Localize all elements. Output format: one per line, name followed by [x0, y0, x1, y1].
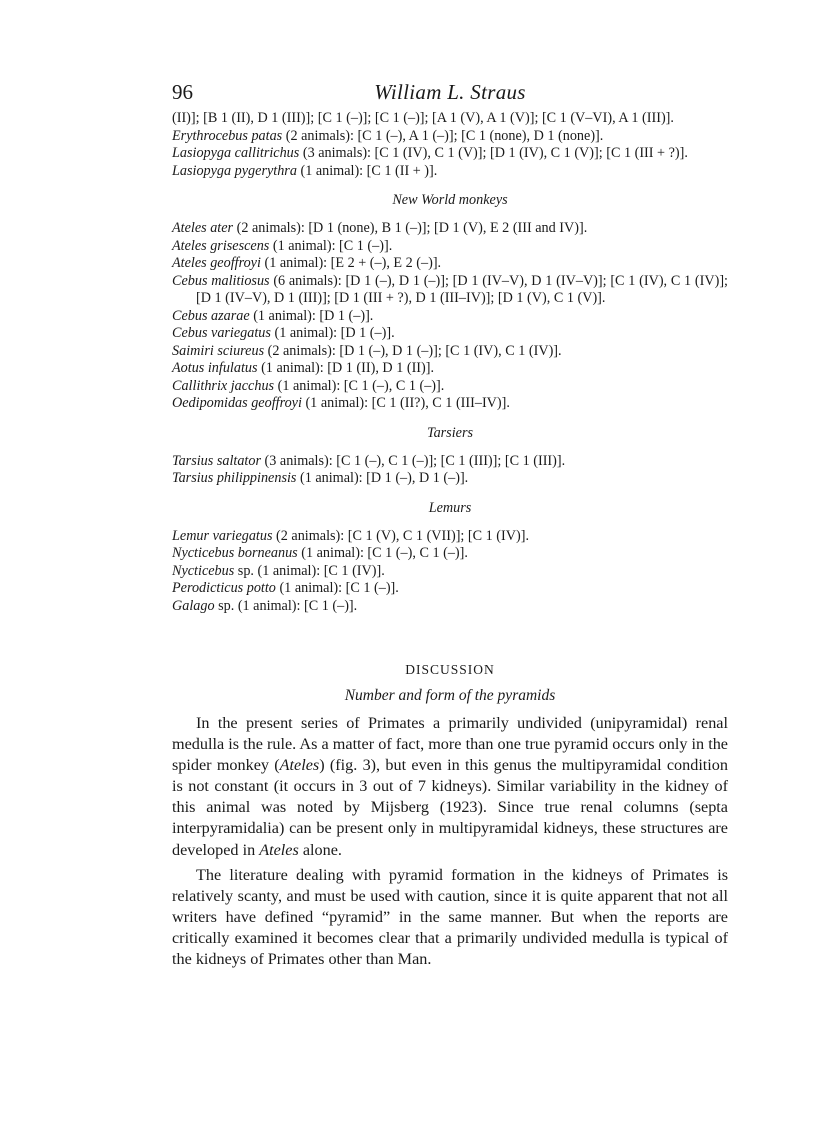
taxon-sections — [172, 192, 728, 615]
old-world-entries — [172, 128, 728, 181]
species-entry — [172, 255, 728, 273]
species-findings: sp. (1 animal): [C 1 (–)]. — [214, 597, 358, 614]
text-run: In the present series of Primates a primarily undivided (unipyramidal) renal medulla is the rule. As a matter of fact, more than one true pyramid occurs only in the spider monkey ( — [172, 714, 728, 775]
continuation-text: (II)]; [B 1 (II), D 1 (III)]; [C 1 (–)]; [C 1 (–)]; [A 1 (V), A 1 (V)]; [C 1 (V–VI), A 1 (III)]. — [172, 110, 674, 126]
species-name: Nycticebus — [172, 562, 235, 579]
species-name: Saimiri sciureus — [172, 342, 265, 359]
species-findings: (2 animals): [C 1 (V), C 1 (VII)]; [C 1 (IV)]. — [272, 527, 529, 544]
species-findings: (2 animals): [C 1 (–), A 1 (–)]; [C 1 (none), D 1 (none)]. — [282, 127, 604, 144]
species-name: Aotus infulatus — [172, 360, 258, 376]
species-findings: (1 animal): [C 1 (–), C 1 (–)]. — [274, 377, 445, 394]
species-entry — [172, 545, 728, 563]
page-number: 96 — [172, 80, 193, 104]
species-name: Nycticebus borneanus — [172, 545, 298, 561]
species-findings: (6 animals): [D 1 (–), D 1 (–)]; [D 1 (IV–V), D 1 (IV–V)]; [C 1 (IV), C 1 (IV)]; [D 1 (IV–V), D 1 (III)]; [D 1 (III + ?), D 1 (III–IV)]; [D 1 (V), C 1 (V)]. — [196, 272, 728, 306]
species-findings: (1 animal): [C 1 (–), C 1 (–)]. — [297, 545, 468, 561]
species-name: Cebus azarae — [172, 307, 250, 324]
page — [172, 80, 728, 970]
species-name: Lasiopyga callitrichus — [172, 145, 300, 161]
species-name: Perodicticus potto — [172, 580, 276, 596]
species-entry — [172, 598, 728, 616]
species-name: Tarsius saltator — [172, 452, 261, 469]
species-entry — [172, 360, 728, 378]
discussion-body — [172, 713, 728, 970]
species-entry — [172, 580, 728, 598]
species-name: Ateles geoffroyi — [172, 255, 261, 271]
species-findings: (1 animal): [C 1 (II?), C 1 (III–IV)]. — [301, 395, 510, 411]
species-findings: (2 animals): [D 1 (none), B 1 (–)]; [D 1 (V), E 2 (III and IV)]. — [233, 220, 588, 236]
body-paragraph — [172, 713, 728, 861]
species-entry — [172, 220, 728, 238]
genus-name: Ateles — [279, 756, 320, 775]
species-name: Lasiopyga pygerythra — [172, 162, 297, 179]
text-run: ) (fig. 3), but even in this genus the multipyramidal condition is not constant (it occurs in 3 out of 7 kidneys). Similar variability in the kidney of this animal was noted by Mijsberg (1923). Since true renal columns (septa interpyramidalia) can be present only in multipyramidal kidneys, these structures are developed in — [172, 756, 728, 859]
species-entry — [172, 145, 728, 163]
genus-name: Ateles — [259, 840, 299, 859]
species-entry — [172, 453, 728, 471]
species-findings: (1 animal): [D 1 (–)]. — [270, 325, 395, 341]
text-run: alone. — [298, 840, 342, 859]
species-findings: (1 animal): [D 1 (–)]. — [249, 307, 374, 324]
species-entry — [172, 395, 728, 413]
species-name: Galago — [172, 597, 215, 614]
species-findings: (1 animal): [E 2 + (–), E 2 (–)]. — [260, 255, 442, 271]
species-name: Oedipomidas geoffroyi — [172, 395, 302, 411]
species-findings: (1 animal): [C 1 (II + )]. — [296, 162, 438, 179]
species-findings: (1 animal): [C 1 (–)]. — [275, 580, 399, 596]
species-findings: (1 animal): [C 1 (–)]. — [269, 237, 393, 254]
body-paragraph — [172, 865, 728, 970]
species-entry — [172, 238, 728, 256]
species-entry — [172, 378, 728, 396]
discussion-subheading: Number and form of the pyramids — [344, 687, 556, 704]
species-name: Erythrocebus patas — [172, 127, 283, 144]
species-name: Cebus variegatus — [172, 325, 271, 341]
species-findings: (1 animal): [D 1 (II), D 1 (II)]. — [257, 360, 435, 376]
species-entry — [172, 325, 728, 343]
species-findings: (3 animals): [C 1 (–), C 1 (–)]; [C 1 (III)]; [C 1 (III)]. — [260, 452, 566, 469]
section-heading: New World monkeys — [392, 192, 508, 208]
species-entry — [172, 308, 728, 326]
species-findings: sp. (1 animal): [C 1 (IV)]. — [234, 562, 385, 579]
species-name: Ateles ater — [172, 220, 234, 236]
species-entry — [172, 563, 728, 581]
running-head: William L. Straus — [374, 80, 526, 104]
species-name: Ateles grisescens — [172, 237, 270, 254]
species-findings: (2 animals): [D 1 (–), D 1 (–)]; [C 1 (IV), C 1 (IV)]. — [264, 342, 562, 359]
page-header — [172, 80, 728, 110]
species-entry — [172, 343, 728, 361]
discussion-heading: DISCUSSION — [405, 662, 495, 677]
species-findings: (3 animals): [C 1 (IV), C 1 (V)]; [D 1 (IV), C 1 (V)]; [C 1 (III + ?)]. — [299, 145, 688, 161]
species-entry — [172, 128, 728, 146]
species-findings: (1 animal): [D 1 (–), D 1 (–)]. — [296, 470, 469, 486]
species-name: Tarsius philippinensis — [172, 470, 297, 486]
species-name: Callithrix jacchus — [172, 377, 275, 394]
section-heading: Lemurs — [428, 499, 472, 516]
species-name: Cebus malitiosus — [172, 272, 270, 289]
section-heading: Tarsiers — [426, 424, 473, 441]
species-list — [172, 110, 728, 615]
text-run: The literature dealing with pyramid formation in the kidneys of Primates is relatively scanty, and must be used with caution, since it is quite apparent that not all writers have defined “pyramid” in the same manner. But when the reports are critically examined it becomes clear that a primarily undivided medulla is typical of the kidneys of Primates other than Man. — [172, 865, 728, 969]
species-entry — [172, 163, 728, 181]
species-name: Lemur variegatus — [172, 527, 273, 544]
species-entry — [172, 470, 728, 488]
species-entry — [172, 273, 728, 308]
species-entry — [172, 528, 728, 546]
